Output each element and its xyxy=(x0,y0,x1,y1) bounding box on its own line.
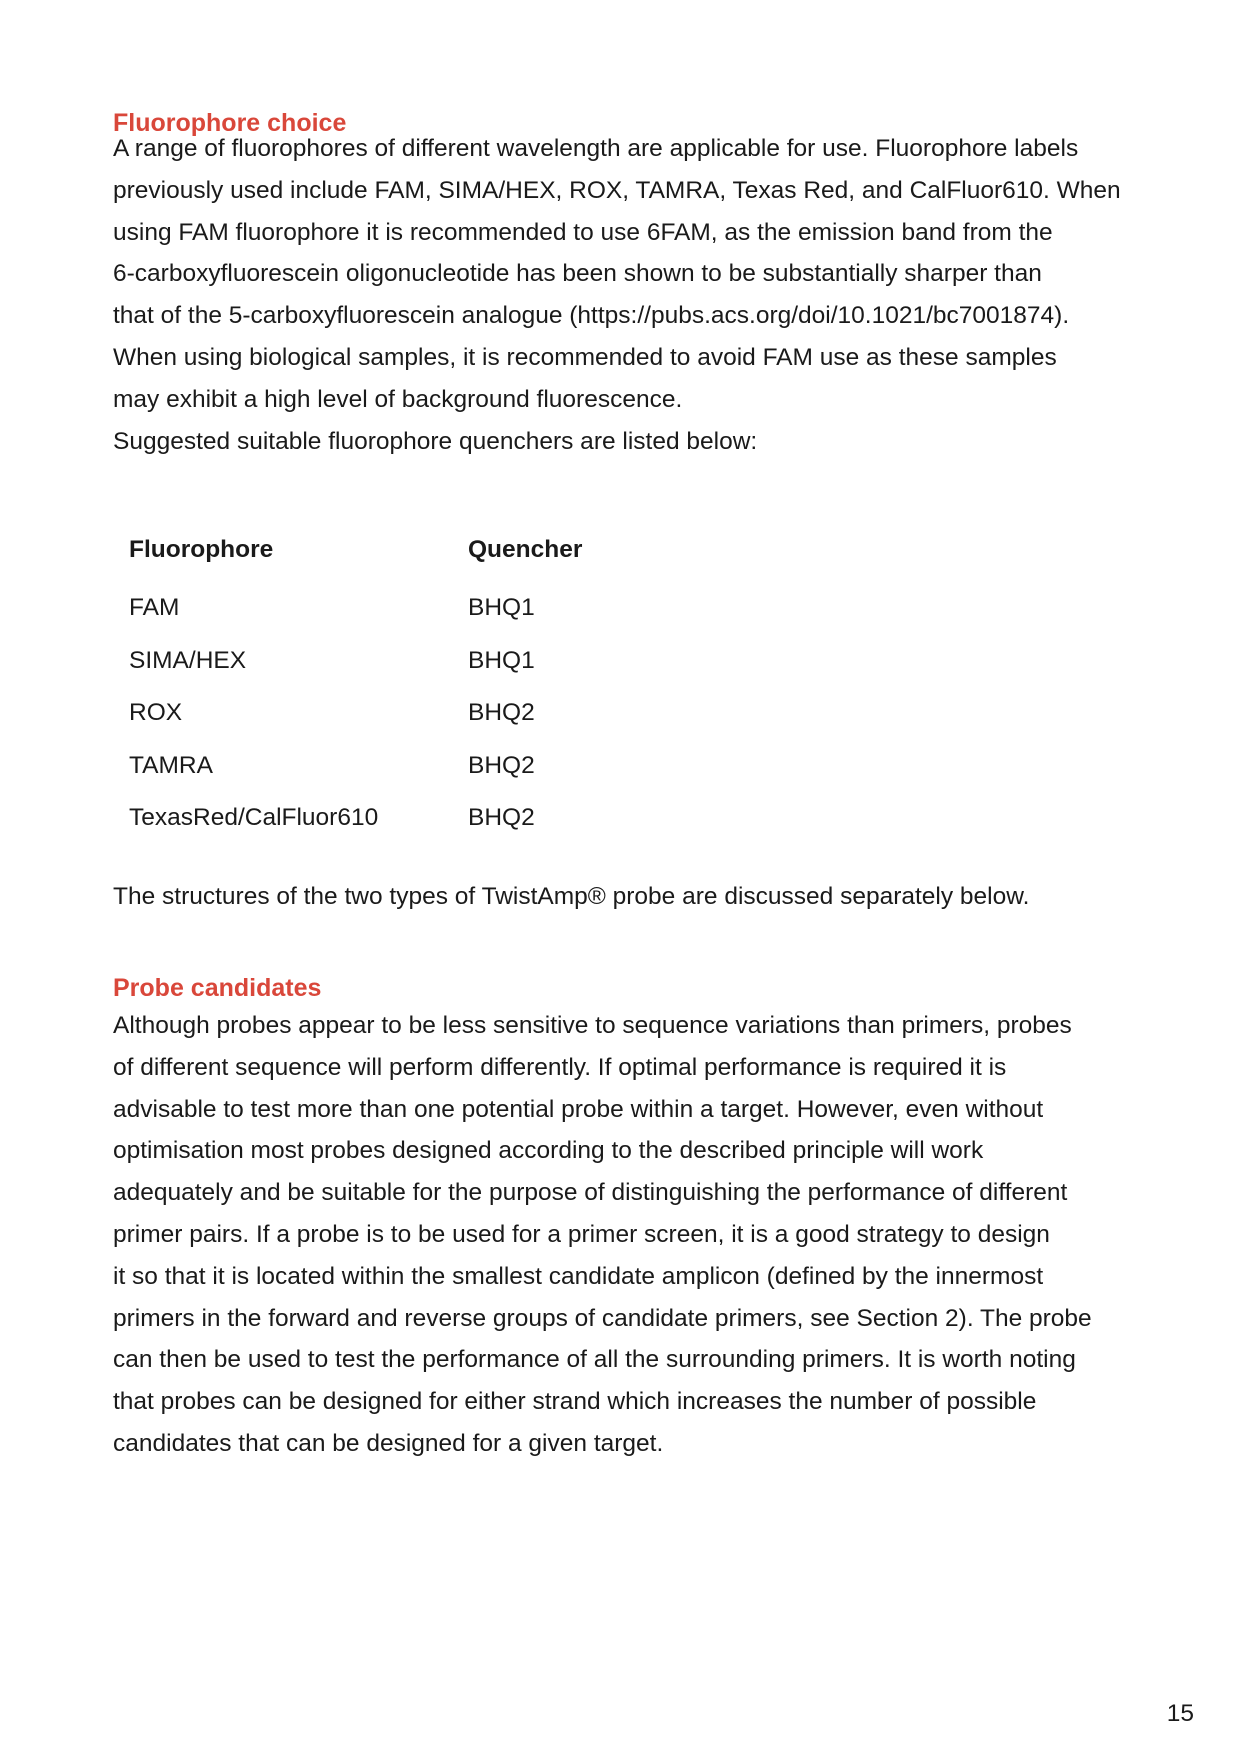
fluorophore-choice-heading: Fluorophore choice xyxy=(113,109,347,137)
table-cell: TexasRed/CalFluor610 xyxy=(129,804,379,832)
paragraph-line: that of the 5-carboxyfluorescein analogue (https://pubs.acs.org/doi/10.1021/bc7001874). xyxy=(113,302,1070,330)
table-cell: FAM xyxy=(129,594,180,622)
paragraph-line: may exhibit a high level of background fluorescence. xyxy=(113,385,683,413)
paragraph-line: primers in the forward and reverse groups of candidate primers, see Section 2). The probe xyxy=(113,1304,1092,1332)
probe-candidates-paragraph xyxy=(113,1005,1143,1465)
table-cell: ROX xyxy=(129,699,183,727)
paragraph-line: using FAM fluorophore it is recommended to use 6FAM, as the emission band from the xyxy=(113,218,1053,246)
table-cell: BHQ2 xyxy=(468,751,535,779)
paragraph-line: The structures of the two types of TwistAmp® probe are discussed separately below. xyxy=(113,883,1030,910)
paragraph-line: previously used include FAM, SIMA/HEX, ROX, TAMRA, Texas Red, and CalFluor610. When xyxy=(113,176,1121,204)
paragraph-line: A range of fluorophores of different wavelength are applicable for use. Fluorophore labels xyxy=(113,135,1079,162)
page-number: 15 xyxy=(1166,1700,1194,1727)
paragraph-line: adequately and be suitable for the purpose of distinguishing the performance of different xyxy=(113,1179,1068,1207)
table-cell: TAMRA xyxy=(129,751,213,779)
paragraph-line: Although probes appear to be less sensitive to sequence variations than primers, probes xyxy=(113,1012,1072,1039)
table-row xyxy=(129,792,668,845)
column-header-fluorophore: Fluorophore xyxy=(129,536,274,563)
paragraph-line: primer pairs. If a probe is to be used for a primer screen, it is a good strategy to design xyxy=(113,1220,1050,1248)
paragraph-line: candidates that can be designed for a given target. xyxy=(113,1429,664,1457)
paragraph-line: of different sequence will perform differently. If optimal performance is required it is xyxy=(113,1053,1007,1081)
table-row xyxy=(129,687,668,740)
table-cell: BHQ2 xyxy=(468,699,535,727)
paragraph-line: can then be used to test the performance of all the surrounding primers. It is worth noting xyxy=(113,1346,1076,1374)
table-cell: BHQ2 xyxy=(468,804,535,832)
probe-candidates-heading: Probe candidates xyxy=(113,974,322,1002)
table-header-row xyxy=(129,530,668,582)
table-row xyxy=(129,582,668,635)
table-cell: BHQ1 xyxy=(468,594,535,622)
table-cell: BHQ1 xyxy=(468,646,535,674)
paragraph-line: Suggested suitable fluorophore quenchers are listed below: xyxy=(113,427,758,455)
paragraph-line: that probes can be designed for either strand which increases the number of possible xyxy=(113,1388,1037,1416)
paragraph-line: When using biological samples, it is recommended to avoid FAM use as these samples xyxy=(113,343,1057,371)
paragraph-line: advisable to test more than one potential probe within a target. However, even without xyxy=(113,1095,1044,1123)
column-header-quencher: Quencher xyxy=(468,536,583,563)
paragraph-line: 6-carboxyfluorescein oligonucleotide has been shown to be substantially sharper than xyxy=(113,260,1042,288)
table-cell: SIMA/HEX xyxy=(129,646,247,674)
fluorophore-choice-paragraph xyxy=(113,128,1143,462)
paragraph-line: it so that it is located within the smallest candidate amplicon (defined by the innermost xyxy=(113,1262,1044,1290)
table-row xyxy=(129,635,668,688)
fluorophore-quencher-table xyxy=(129,530,668,845)
paragraph-line: optimisation most probes designed according to the described principle will work xyxy=(113,1137,984,1165)
probe-structures-note xyxy=(113,876,1143,918)
table-row xyxy=(129,740,668,793)
